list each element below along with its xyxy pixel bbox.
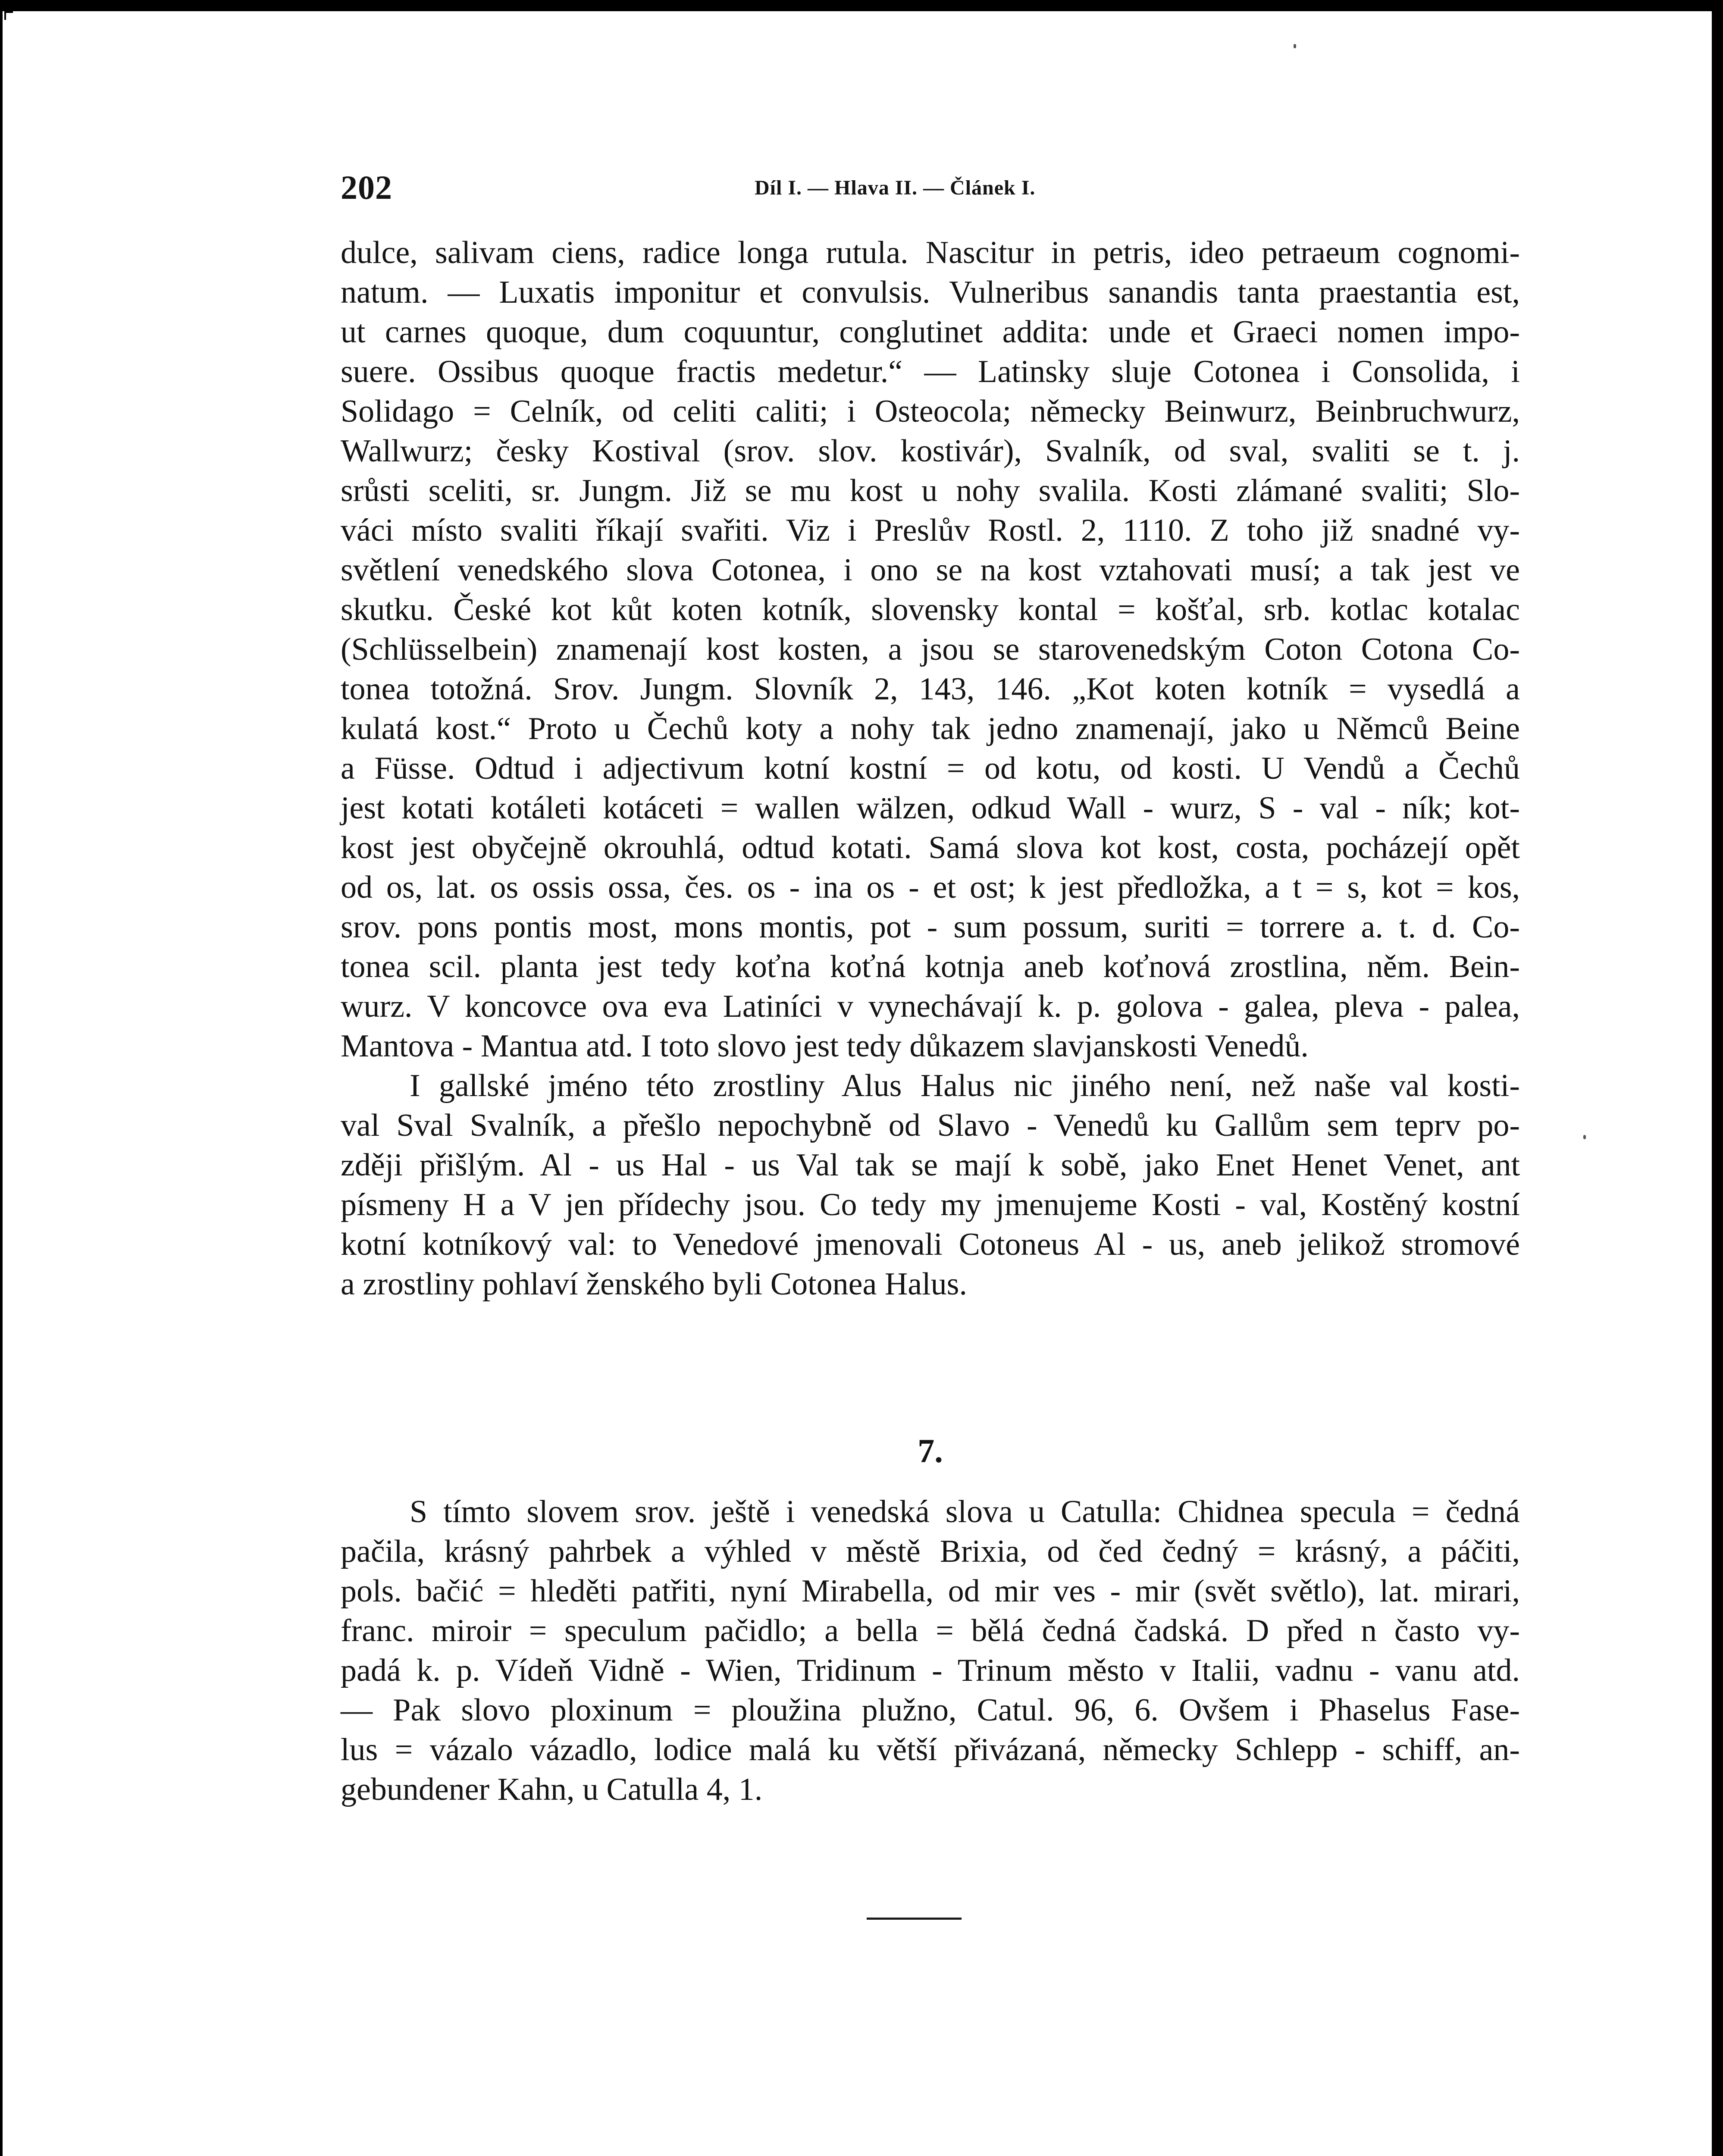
text-line: franc. miroir = speculum pačidlo; a bella = bělá čedná čadská. D před n často vy- — [341, 1613, 1520, 1648]
section-number: 7. — [918, 1432, 943, 1470]
text-line: Solidago = Celník, od celiti caliti; i Osteocola; německy Beinwurz, Beinbruchwurz, — [341, 394, 1520, 429]
text-line: pols. bačić = hleděti patřiti, nyní Mirabella, od mir ves - mir (svět světlo), lat. mirari, — [341, 1573, 1520, 1609]
text-line: dulce, salivam ciens, radice longa rutula. Nascitur in petris, ideo petraeum cognomi- — [341, 235, 1520, 270]
page-number: 202 — [341, 169, 392, 206]
text-line: tonea totožná. Srov. Jungm. Slovník 2, 143, 146. „Kot koten kotník = vysedlá a — [341, 671, 1520, 707]
text-line: tonea scil. planta jest tedy koťna koťná kotnja aneb koťnová zrostlina, něm. Bein- — [341, 949, 1520, 984]
text-line: zději přišlým. Al - us Hal - us Val tak se mají k sobě, jako Enet Henet Venet, ant — [341, 1147, 1520, 1183]
text-line: Wallwurz; česky Kostival (srov. slov. kostivár), Svalník, od sval, svaliti se t. j. — [341, 433, 1520, 469]
text-line: a Füsse. Odtud i adjectivum kotní kostní = od kotu, od kosti. U Vendů a Čechů — [341, 751, 1520, 786]
text-line: — Pak slovo ploxinum = ploužina plužno, Catul. 96, 6. Ovšem i Phaselus Fase- — [341, 1692, 1520, 1728]
text-line: a zrostliny pohlaví ženského byli Cotonea Halus. — [341, 1266, 967, 1302]
scan-dust-speck — [1583, 1135, 1586, 1139]
text-line: světlení venedského slova Cotonea, i ono se na kost vztahovati musí; a tak jest ve — [341, 552, 1520, 588]
scan-dust-speck — [1294, 44, 1296, 48]
text-line: wurz. V koncovce ova eva Latiníci v vynechávají k. p. golova - galea, pleva - palea, — [341, 989, 1520, 1024]
text-line: S tímto slovem srov. ještě i venedská slova u Catulla: Chidnea specula = čedná — [410, 1494, 1520, 1529]
text-line: jest kotati kotáleti kotáceti = wallen wälzen, odkud Wall - wurz, S - val - ník; kot- — [341, 790, 1520, 826]
text-line: (Schlüsselbein) znamenají kost kosten, a jsou se starovenedským Coton Cotona Co- — [341, 632, 1520, 667]
scan-border-right — [1712, 0, 1723, 2156]
text-line: gebundener Kahn, u Catulla 4, 1. — [341, 1772, 763, 1807]
text-line: kulatá kost.“ Proto u Čechů koty a nohy tak jedno znamenají, jako u Němců Beine — [341, 711, 1520, 746]
text-line: padá k. p. Vídeň Vidně - Wien, Tridinum - Trinum město v Italii, vadnu - vanu atd. — [341, 1653, 1520, 1688]
text-line: I gallské jméno této zrostliny Alus Halus nic jiného není, než naše val kosti- — [410, 1068, 1520, 1103]
text-line: ut carnes quoque, dum coquuntur, conglutinet addita: unde et Graeci nomen impo- — [341, 314, 1520, 350]
scan-border-left — [0, 0, 3, 2156]
scan-corner-mark — [4, 11, 13, 20]
text-line: od os, lat. os ossis ossa, čes. os - ina os - et ost; k jest předložka, a t = s, kot = kos, — [341, 870, 1520, 905]
paragraph-3 — [341, 1492, 1520, 1809]
text-line: srůsti sceliti, sr. Jungm. Již se mu kost u nohy svalila. Kosti zlámané svaliti; Slo- — [341, 473, 1520, 508]
text-line: písmeny H a V jen přídechy jsou. Co tedy my jmenujeme Kosti - val, Kostěný kostní — [341, 1187, 1520, 1222]
text-line: val Sval Svalník, a přešlo nepochybně od Slavo - Venedů ku Gallům sem teprv po- — [341, 1108, 1520, 1143]
paragraph-1 — [341, 233, 1520, 1304]
text-line: natum. — Luxatis imponitur et convulsis. Vulneribus sanandis tanta praestantia est, — [341, 275, 1520, 310]
text-line: lus = vázalo vázadlo, lodice malá ku větší přivázaná, německy Schlepp - schiff, an- — [341, 1732, 1520, 1767]
text-line: kost jest obyčejně okrouhlá, odtud kotati. Samá slova kot kost, costa, pocházejí opět — [341, 830, 1520, 865]
text-line: srov. pons pontis most, mons montis, pot - sum possum, suriti = torrere a. t. d. Co- — [341, 909, 1520, 945]
page-header — [341, 168, 1531, 216]
running-head: Díl I. — Hlava II. — Článek I. — [755, 176, 1036, 199]
end-rule — [867, 1918, 962, 1920]
text-line: skutku. České kot kůt koten kotník, slovensky kontal = košťal, srb. kotlac kotalac — [341, 592, 1520, 627]
text-line: suere. Ossibus quoque fractis medetur.“ — Latinsky sluje Cotonea i Consolida, i — [341, 354, 1520, 389]
scan-border-top — [0, 0, 1723, 11]
text-line: Mantova - Mantua atd. I toto slovo jest tedy důkazem slavjanskosti Venedů. — [341, 1028, 1309, 1064]
text-line: pačila, krásný pahrbek a výhled v městě Brixia, od čed čedný = krásný, a páčiti, — [341, 1534, 1520, 1569]
text-line: váci místo svaliti říkají svařiti. Viz i Preslův Rostl. 2, 1110. Z toho již snadné vy- — [341, 513, 1520, 548]
text-line: kotní kotníkový val: to Venedové jmenovali Cotoneus Al - us, aneb jelikož stromové — [341, 1227, 1520, 1262]
